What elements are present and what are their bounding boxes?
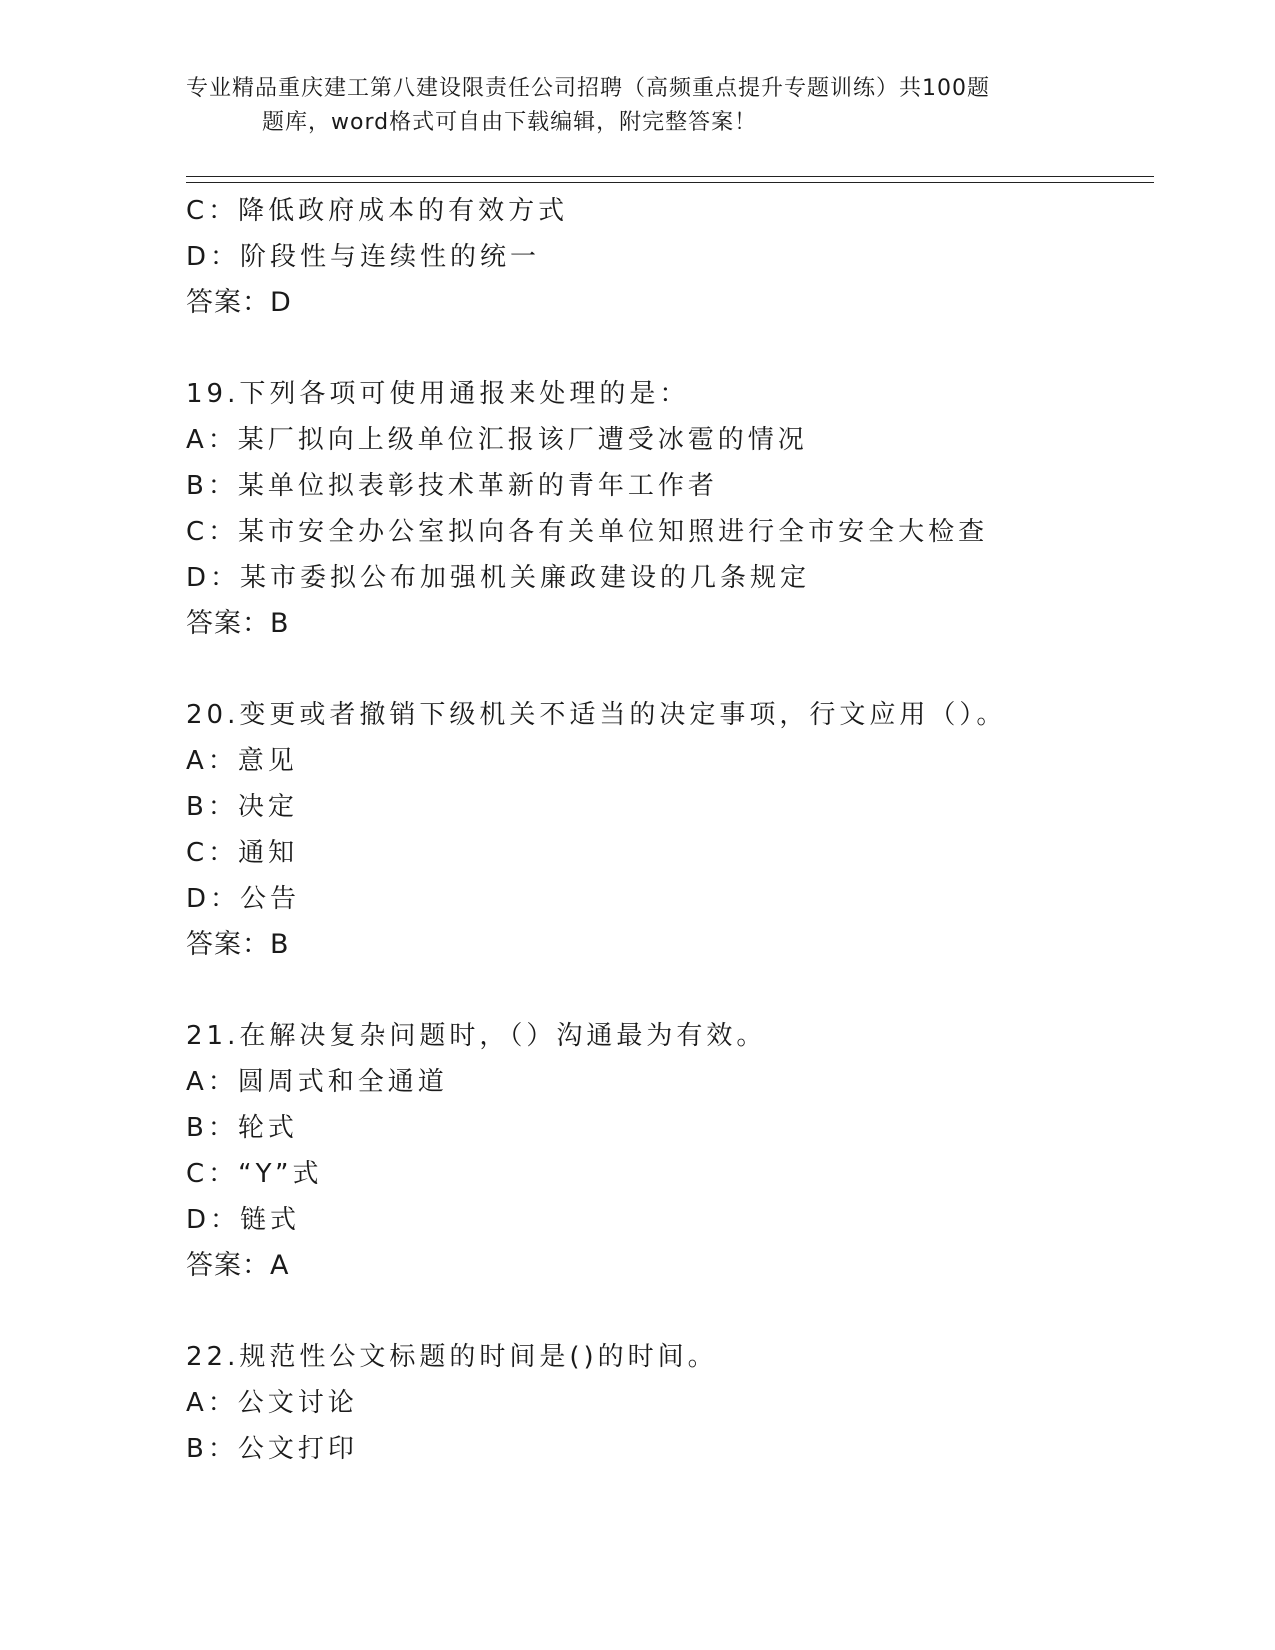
option-d: D：公告 [186, 884, 301, 914]
option-b: B：公文打印 [186, 1434, 358, 1464]
option-a: A：意见 [186, 746, 298, 776]
option-c: C：通知 [186, 838, 299, 868]
header-title-line1: 专业精品重庆建工第八建设限责任公司招聘（高频重点提升专题训练）共100题 [186, 76, 990, 101]
question-22 [186, 1334, 1146, 1472]
option-d: D：某市委拟公布加强机关廉政建设的几条规定 [186, 563, 811, 593]
header-divider-bottom [186, 182, 1154, 183]
option-b: B：决定 [186, 792, 298, 822]
question-20 [186, 692, 1146, 968]
option-b: B：轮式 [186, 1113, 298, 1143]
question-stem: 19.下列各项可使用通报来处理的是： [186, 379, 690, 409]
option-a: A：公文讨论 [186, 1388, 358, 1418]
option-c: C：某市安全办公室拟向各有关单位知照进行全市安全大检查 [186, 517, 989, 547]
answer: 答案：A [186, 1250, 290, 1281]
question-stem: 20.变更或者撤销下级机关不适当的决定事项，行文应用（）。 [186, 700, 1007, 730]
question-stem: 21.在解决复杂问题时，（）沟通最为有效。 [186, 1021, 767, 1051]
option-a: A：圆周式和全通道 [186, 1067, 448, 1097]
document-header [186, 72, 1086, 140]
answer: 答案：D [186, 287, 292, 318]
question-list [186, 188, 1146, 1472]
option-c: C：降低政府成本的有效方式 [186, 196, 569, 226]
answer: 答案：B [186, 608, 290, 639]
question-21 [186, 1013, 1146, 1289]
option-c: C：“Y”式 [186, 1159, 323, 1189]
option-d: D：阶段性与连续性的统一 [186, 242, 541, 272]
header-divider-top [186, 176, 1154, 177]
header-title-line2: 题库，word格式可自由下载编辑，附完整答案！ [262, 110, 758, 135]
option-d: D：链式 [186, 1205, 301, 1235]
answer: 答案：B [186, 929, 290, 960]
question-stem: 22.规范性公文标题的时间是()的时间。 [186, 1342, 718, 1372]
option-a: A：某厂拟向上级单位汇报该厂遭受冰雹的情况 [186, 425, 808, 455]
question-18-continued [186, 188, 1146, 326]
question-19 [186, 371, 1146, 647]
option-b: B：某单位拟表彰技术革新的青年工作者 [186, 471, 718, 501]
